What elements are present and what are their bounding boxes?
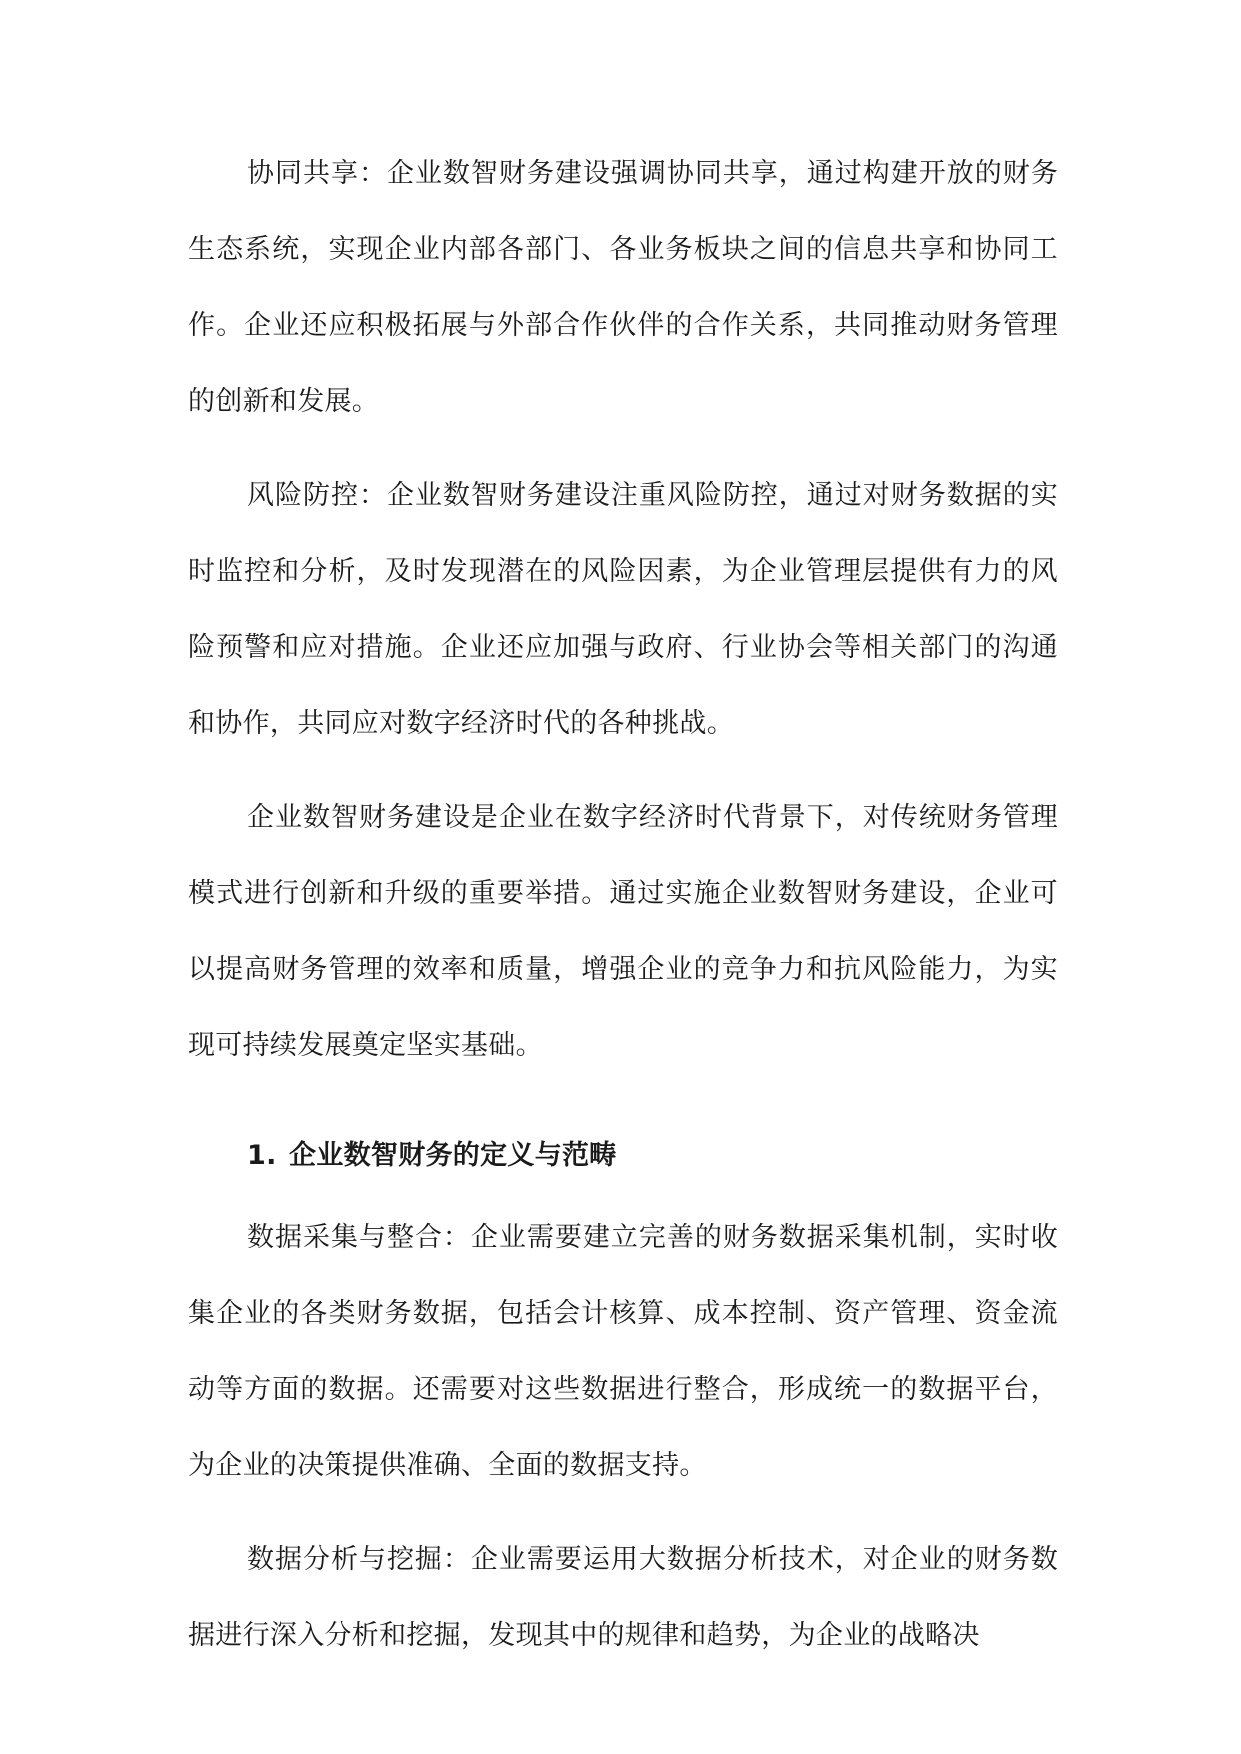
document-body [188, 136, 1058, 1692]
paragraph-risk-control: 风险防控：企业数智财务建设注重风险防控，通过对财务数据的实时监控和分析，及时发现潜在的风险因素，为企业管理层提供有力的风险预警和应对措施。企业还应加强与政府、行业协会等相关部门的沟通和协作，共同应对数字经济时代的各种挑战。 [188, 480, 1058, 739]
paragraph-collaborative-sharing: 协同共享：企业数智财务建设强调协同共享，通过构建开放的财务生态系统，实现企业内部各部门、各业务板块之间的信息共享和协同工作。企业还应积极拓展与外部合作伙伴的合作关系，共同推动财务管理的创新和发展。 [188, 158, 1058, 417]
paragraph-data-analysis: 数据分析与挖掘：企业需要运用大数据分析技术，对企业的财务数据进行深入分析和挖掘，发现其中的规律和趋势，为企业的战略决 [188, 1544, 1058, 1651]
section-title: 企业数智财务的定义与范畴 [289, 1140, 617, 1171]
section-heading [188, 1126, 1058, 1186]
paragraph-data-collection: 数据采集与整合：企业需要建立完善的财务数据采集机制，实时收集企业的各类财务数据，包括会计核算、成本控制、资产管理、资金流动等方面的数据。还需要对这些数据进行整合，形成统一的数据平台，为企业的决策提供准确、全面的数据支持。 [188, 1222, 1058, 1481]
paragraph-summary: 企业数智财务建设是企业在数字经济时代背景下，对传统财务管理模式进行创新和升级的重要举措。通过实施企业数智财务建设，企业可以提高财务管理的效率和质量，增强企业的竞争力和抗风险能力，为实现可持续发展奠定坚实基础。 [188, 802, 1058, 1061]
section-number: 1. [247, 1140, 277, 1171]
